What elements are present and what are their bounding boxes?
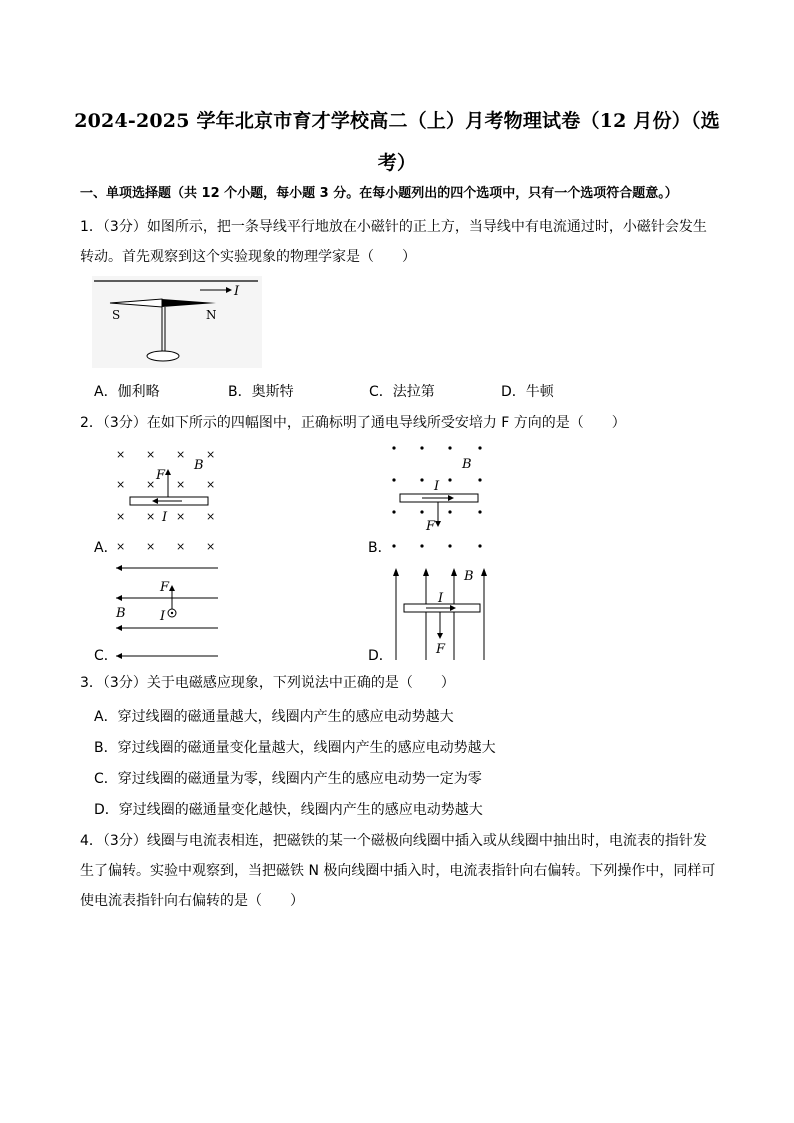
option-b[interactable]: B．奥斯特 [228, 384, 294, 400]
figure-c [112, 560, 222, 664]
svg-text:×: × [146, 540, 156, 553]
svg-text:B: B [462, 457, 472, 472]
svg-text:×: × [176, 478, 186, 491]
figure-b [386, 440, 496, 556]
svg-text:×: × [116, 478, 126, 491]
svg-text:×: × [116, 510, 126, 523]
svg-text:I: I [162, 510, 168, 525]
question-number: 4． [80, 833, 103, 849]
question-2 [80, 408, 720, 438]
figure-b-label[interactable]: B． [368, 540, 392, 556]
svg-text:×: × [176, 510, 186, 523]
figure-a [110, 444, 230, 556]
exam-title: 2024-2025 学年北京市育才学校高二（上）月考物理试卷（12 月份）（选考） [74, 110, 720, 174]
question-3 [80, 668, 720, 698]
question-number: 1． [80, 219, 103, 235]
question-number: 3． [80, 675, 103, 691]
section-heading: 一、单项选择题（共 12 个小题，每小题 3 分。在每小题列出的四个选项中，只有一个选项符合题意。） [80, 186, 678, 201]
svg-text:×: × [206, 510, 216, 523]
svg-text:×: × [206, 540, 216, 553]
svg-text:I: I [438, 591, 444, 606]
figure-d [388, 564, 498, 664]
svg-text:F: F [436, 642, 446, 657]
option-d[interactable]: D．牛顿 [501, 384, 554, 400]
svg-text:I: I [434, 479, 440, 494]
compass-wire-figure [92, 276, 262, 368]
svg-text:×: × [146, 510, 156, 523]
n-pole-label: N [206, 308, 217, 322]
question-stem: （3分）如图所示，把一条导线平行地放在小磁针的正上方，当导线中有电流通过时，小磁针会发生转动。首先观察到这个实验现象的物理学家是（ ） [80, 219, 707, 265]
svg-text:×: × [146, 478, 156, 491]
question-4 [80, 826, 720, 916]
svg-text:×: × [176, 448, 186, 461]
figure-a-label[interactable]: A． [94, 540, 118, 556]
question-1 [80, 212, 720, 272]
svg-text:×: × [176, 540, 186, 553]
option-a[interactable]: A．伽利略 [94, 384, 160, 400]
svg-text:×: × [116, 448, 126, 461]
svg-text:B: B [116, 606, 126, 621]
svg-text:F: F [156, 468, 166, 483]
q3-option-c[interactable]: C．穿过线圈的磁通量为零，线圈内产生的感应电动势一定为零 [94, 771, 482, 787]
q3-option-a[interactable]: A．穿过线圈的磁通量越大，线圈内产生的感应电动势越大 [94, 709, 454, 725]
svg-text:B: B [464, 569, 474, 584]
svg-text:F: F [160, 580, 170, 595]
option-c[interactable]: C．法拉第 [369, 384, 435, 400]
q3-option-d[interactable]: D．穿过线圈的磁通量变化越快，线圈内产生的感应电动势越大 [94, 802, 483, 818]
svg-text:×: × [206, 448, 216, 461]
question-stem: （3分）在如下所示的四幅图中，正确标明了通电导线所受安培力 F 方向的是（ ） [102, 415, 626, 431]
svg-text:×: × [146, 448, 156, 461]
svg-text:B: B [194, 458, 204, 473]
question-stem: （3分）关于电磁感应现象，下列说法中正确的是（ ） [102, 675, 455, 691]
current-label: I [234, 284, 240, 299]
svg-text:×: × [116, 540, 126, 553]
svg-text:I: I [160, 609, 166, 624]
svg-text:F: F [426, 519, 436, 534]
question-number: 2． [80, 415, 103, 431]
svg-text:×: × [206, 478, 216, 491]
question-stem: （3分）线圈与电流表相连，把磁铁的某一个磁极向线圈中插入或从线圈中抽出时，电流表的指针发生了偏转。实验中观察到，当把磁铁 N 极向线圈中插入时，电流表指针向右偏转。下列操作中，同样可使电流表指针向右偏转的是（ ） [80, 833, 716, 909]
s-pole-label: S [112, 308, 121, 322]
figure-d-label[interactable]: D． [368, 648, 393, 664]
compass-base [147, 351, 179, 361]
figure-c-label[interactable]: C． [94, 648, 118, 664]
q3-option-b[interactable]: B．穿过线圈的磁通量变化量越大，线圈内产生的感应电动势越大 [94, 740, 496, 756]
